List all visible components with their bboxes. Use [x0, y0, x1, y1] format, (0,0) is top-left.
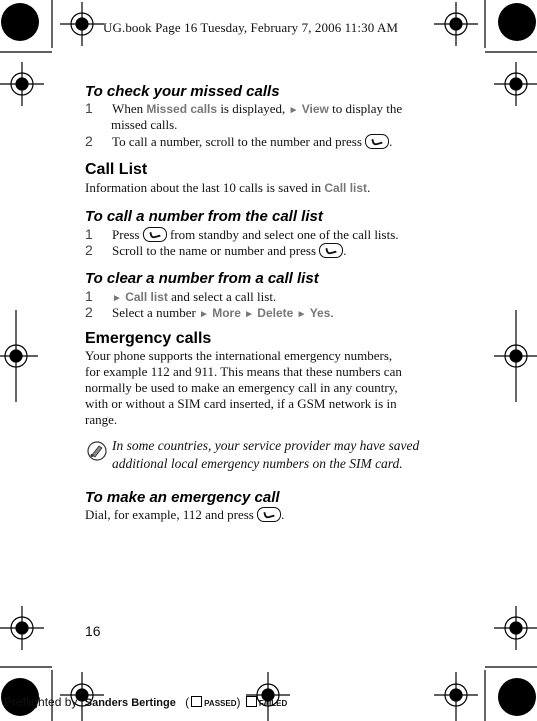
arrow-icon: ► [112, 293, 122, 304]
failed-checkbox [246, 696, 257, 707]
call-key-icon [319, 243, 343, 258]
menu-missed-calls: Missed calls [146, 102, 218, 116]
note-icon [86, 440, 108, 462]
failed-label: FAILED [258, 699, 288, 708]
call-key-icon [365, 134, 389, 149]
step-2-call: 2 Scroll to the name or number and press . [85, 242, 347, 258]
menu-delete: Delete [257, 306, 294, 320]
passed-label: PASSED [204, 699, 237, 708]
heading-emergency-calls: Emergency calls [85, 330, 212, 347]
page-number: 16 [85, 623, 101, 639]
heading-check-missed-calls: To check your missed calls [85, 83, 280, 100]
arrow-icon: ► [199, 309, 209, 320]
step-1-missed: 1 When Missed calls is displayed, ► View to display the [85, 100, 403, 116]
step-number: 1 [85, 100, 93, 116]
arrow-icon: ► [244, 309, 255, 320]
step-1-clear: 1 ► Call list and select a call list. [85, 288, 277, 304]
menu-call-list: Call list [125, 290, 168, 304]
preflight-footer: Preflighted by Sanders Bertinge ( PASSED) FAILED [4, 695, 288, 709]
menu-yes: Yes [309, 306, 331, 320]
arrow-icon: ► [288, 105, 299, 116]
step-2-missed: 2 To call a number, scroll to the number and press . [85, 133, 393, 149]
step-number: 2 [85, 133, 93, 149]
print-header: UG.book Page 16 Tuesday, February 7, 2006 11:30 AM [103, 20, 399, 35]
menu-view: View [301, 102, 329, 116]
call-key-icon [143, 227, 167, 242]
arrow-icon: ► [296, 309, 307, 320]
menu-more: More [212, 306, 241, 320]
call-key-icon [257, 507, 281, 522]
heading-clear-number: To clear a number from a call list [85, 270, 319, 287]
heading-call-from-list: To call a number from the call list [85, 208, 323, 225]
call-list-info: Information about the last 10 calls is saved in Call list. [85, 180, 371, 195]
heading-call-list: Call List [85, 161, 148, 178]
step-1-continued: missed calls. [111, 117, 178, 132]
note-text: In some countries, your service provider may have saved additional local emergency numbers on the SIM card. [112, 438, 420, 471]
emergency-paragraph: Your phone supports the international emergency numbers, for example 112 and 911. This means that these numbers can normally be used to make an emergency call in any country, with or without a SIM card inserted, if a GSM network is in range. [85, 348, 402, 427]
preflight-label: Preflighted by [4, 695, 78, 709]
menu-call-list: Call list [324, 181, 368, 195]
step-1-call: 1 Press from standby and select one of the call lists. [85, 226, 399, 242]
step-2-clear: 2 Select a number ► More ► Delete ► Yes. [85, 304, 334, 320]
brand-logo: Sanders Bertinge [84, 697, 176, 709]
passed-checkbox [191, 696, 202, 707]
emergency-instruction: Dial, for example, 112 and press . [85, 507, 285, 522]
heading-make-emergency-call: To make an emergency call [85, 489, 280, 506]
